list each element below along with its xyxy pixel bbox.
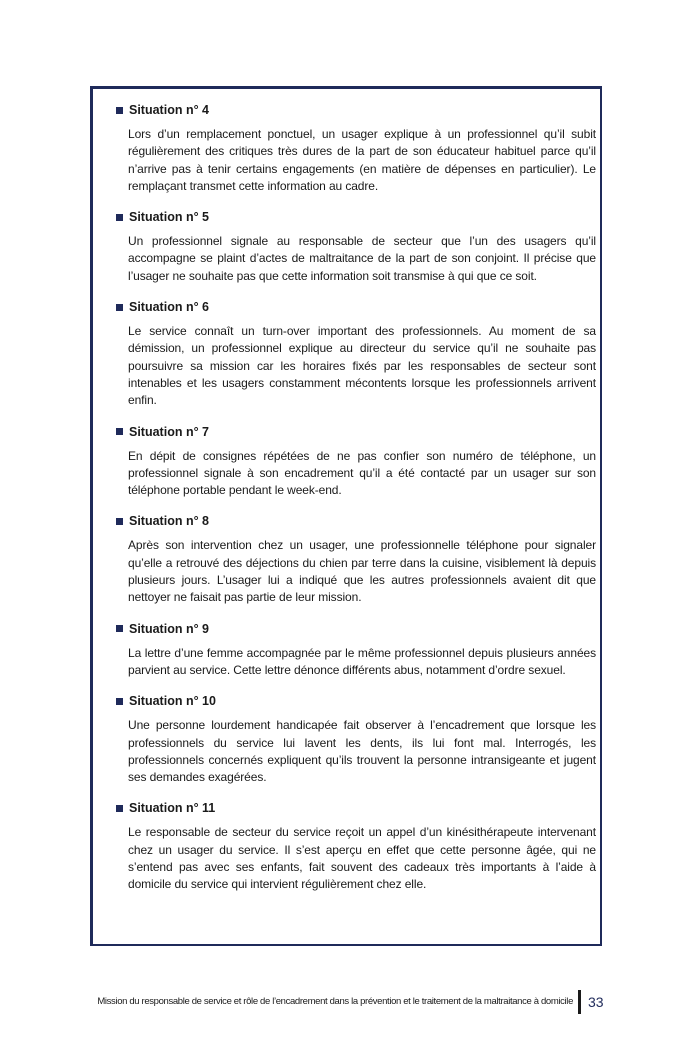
footer-divider <box>578 990 581 1014</box>
situation-heading <box>128 800 596 816</box>
situation-text: La lettre d’une femme accompagnée par le même professionnel depuis plusieurs années parvient au service. Cette lettre dénonce différents abus, notamment d’ordre sexuel. <box>128 645 596 677</box>
square-bullet-icon <box>116 214 123 221</box>
situation-heading <box>128 299 596 315</box>
situation-text: Une personne lourdement handicapée fait observer à l’encadrement que lorsque les professionnels du service lui lavent les dents, ils lui font mal. Interrogés, les professionnels concernés expliquent qu’ils trouvent la personne intransigeante et jugent ses demandes exagérées. <box>128 718 596 785</box>
situation-heading <box>128 513 596 529</box>
situations-box <box>90 86 602 946</box>
situation-7 <box>128 424 596 500</box>
situation-6 <box>128 299 596 409</box>
situation-heading <box>128 424 596 440</box>
situation-title: Situation n° 10 <box>129 694 216 709</box>
situation-text: Le service connaît un turn-over important des professionnels. Au moment de sa démission, un professionnel explique au directeur du service qu’il ne souhaite pas poursuivre sa mission car les horaires fixés par les responsables de secteur sont intenables et les usagers constamment mécontents lorsque les professionnels arrivent enfin. <box>128 324 596 408</box>
situation-title: Situation n° 11 <box>129 801 216 816</box>
situation-5 <box>128 209 596 285</box>
situation-text: En dépit de consignes répétées de ne pas confier son numéro de téléphone, un professionnel signale à son encadrement qu’il a été contacté par un usager sur son téléphone portable pendant le week-end. <box>128 448 596 498</box>
situation-10 <box>128 693 596 786</box>
situation-heading <box>128 693 596 709</box>
situation-text: Après son intervention chez un usager, une professionnelle téléphone pour signaler qu’elle a retrouvé des déjections du chien par terre dans la cuisine, visiblement là depuis plusieurs jours. L’usager lui a indiqué que les autres professionnels avaient dit que nettoyer ne faisait pas partie de leur mission. <box>128 538 596 605</box>
situation-heading <box>128 209 596 225</box>
situation-title: Situation n° 5 <box>129 210 209 225</box>
situation-title: Situation n° 9 <box>129 621 209 636</box>
situation-heading <box>128 621 596 637</box>
situation-11 <box>128 800 596 893</box>
page-number: 33 <box>588 994 604 1010</box>
situation-title: Situation n° 7 <box>129 424 209 439</box>
situation-text: Le responsable de secteur du service reçoit un appel d’un kinésithérapeute intervenant chez un usager du service. Il s’est aperçu en effet que cette personne âgée, qui ne s’entend pas avec ses enfants, fait souvent des cadeaux très importants à l’aide à domicile du service qui intervient régulièrement chez elle. <box>128 825 596 892</box>
situation-title: Situation n° 8 <box>129 514 209 529</box>
situation-text: Un professionnel signale au responsable de secteur que l’un des usagers qu’il accompagne se plaint d’actes de maltraitance de la part de son conjoint. Il précise que l’usager ne souhaite pas que cette information soit transmise à qui que ce soit. <box>128 234 596 283</box>
situation-title: Situation n° 6 <box>129 300 209 315</box>
square-bullet-icon <box>116 518 123 525</box>
square-bullet-icon <box>116 625 123 632</box>
square-bullet-icon <box>116 805 123 812</box>
square-bullet-icon <box>116 304 123 311</box>
footer-text: Mission du responsable de service et rôle de l’encadrement dans la prévention et le traitement de la maltraitance à domicile <box>97 996 573 1007</box>
situation-8 <box>128 513 596 606</box>
square-bullet-icon <box>116 107 123 114</box>
situation-4 <box>128 102 596 195</box>
situation-9 <box>128 621 596 680</box>
square-bullet-icon <box>116 698 123 705</box>
situation-heading <box>128 102 596 118</box>
situation-text: Lors d’un remplacement ponctuel, un usager explique à un professionnel qu’il subit régulièrement des critiques très dures de la part de son éducateur habituel parce qu’il n’arrive pas à tenir certains engagements (en matière de dépenses en particulier). Le remplaçant transmet cette information au cadre. <box>128 127 596 193</box>
square-bullet-icon <box>116 428 123 435</box>
situation-title: Situation n° 4 <box>129 103 209 117</box>
